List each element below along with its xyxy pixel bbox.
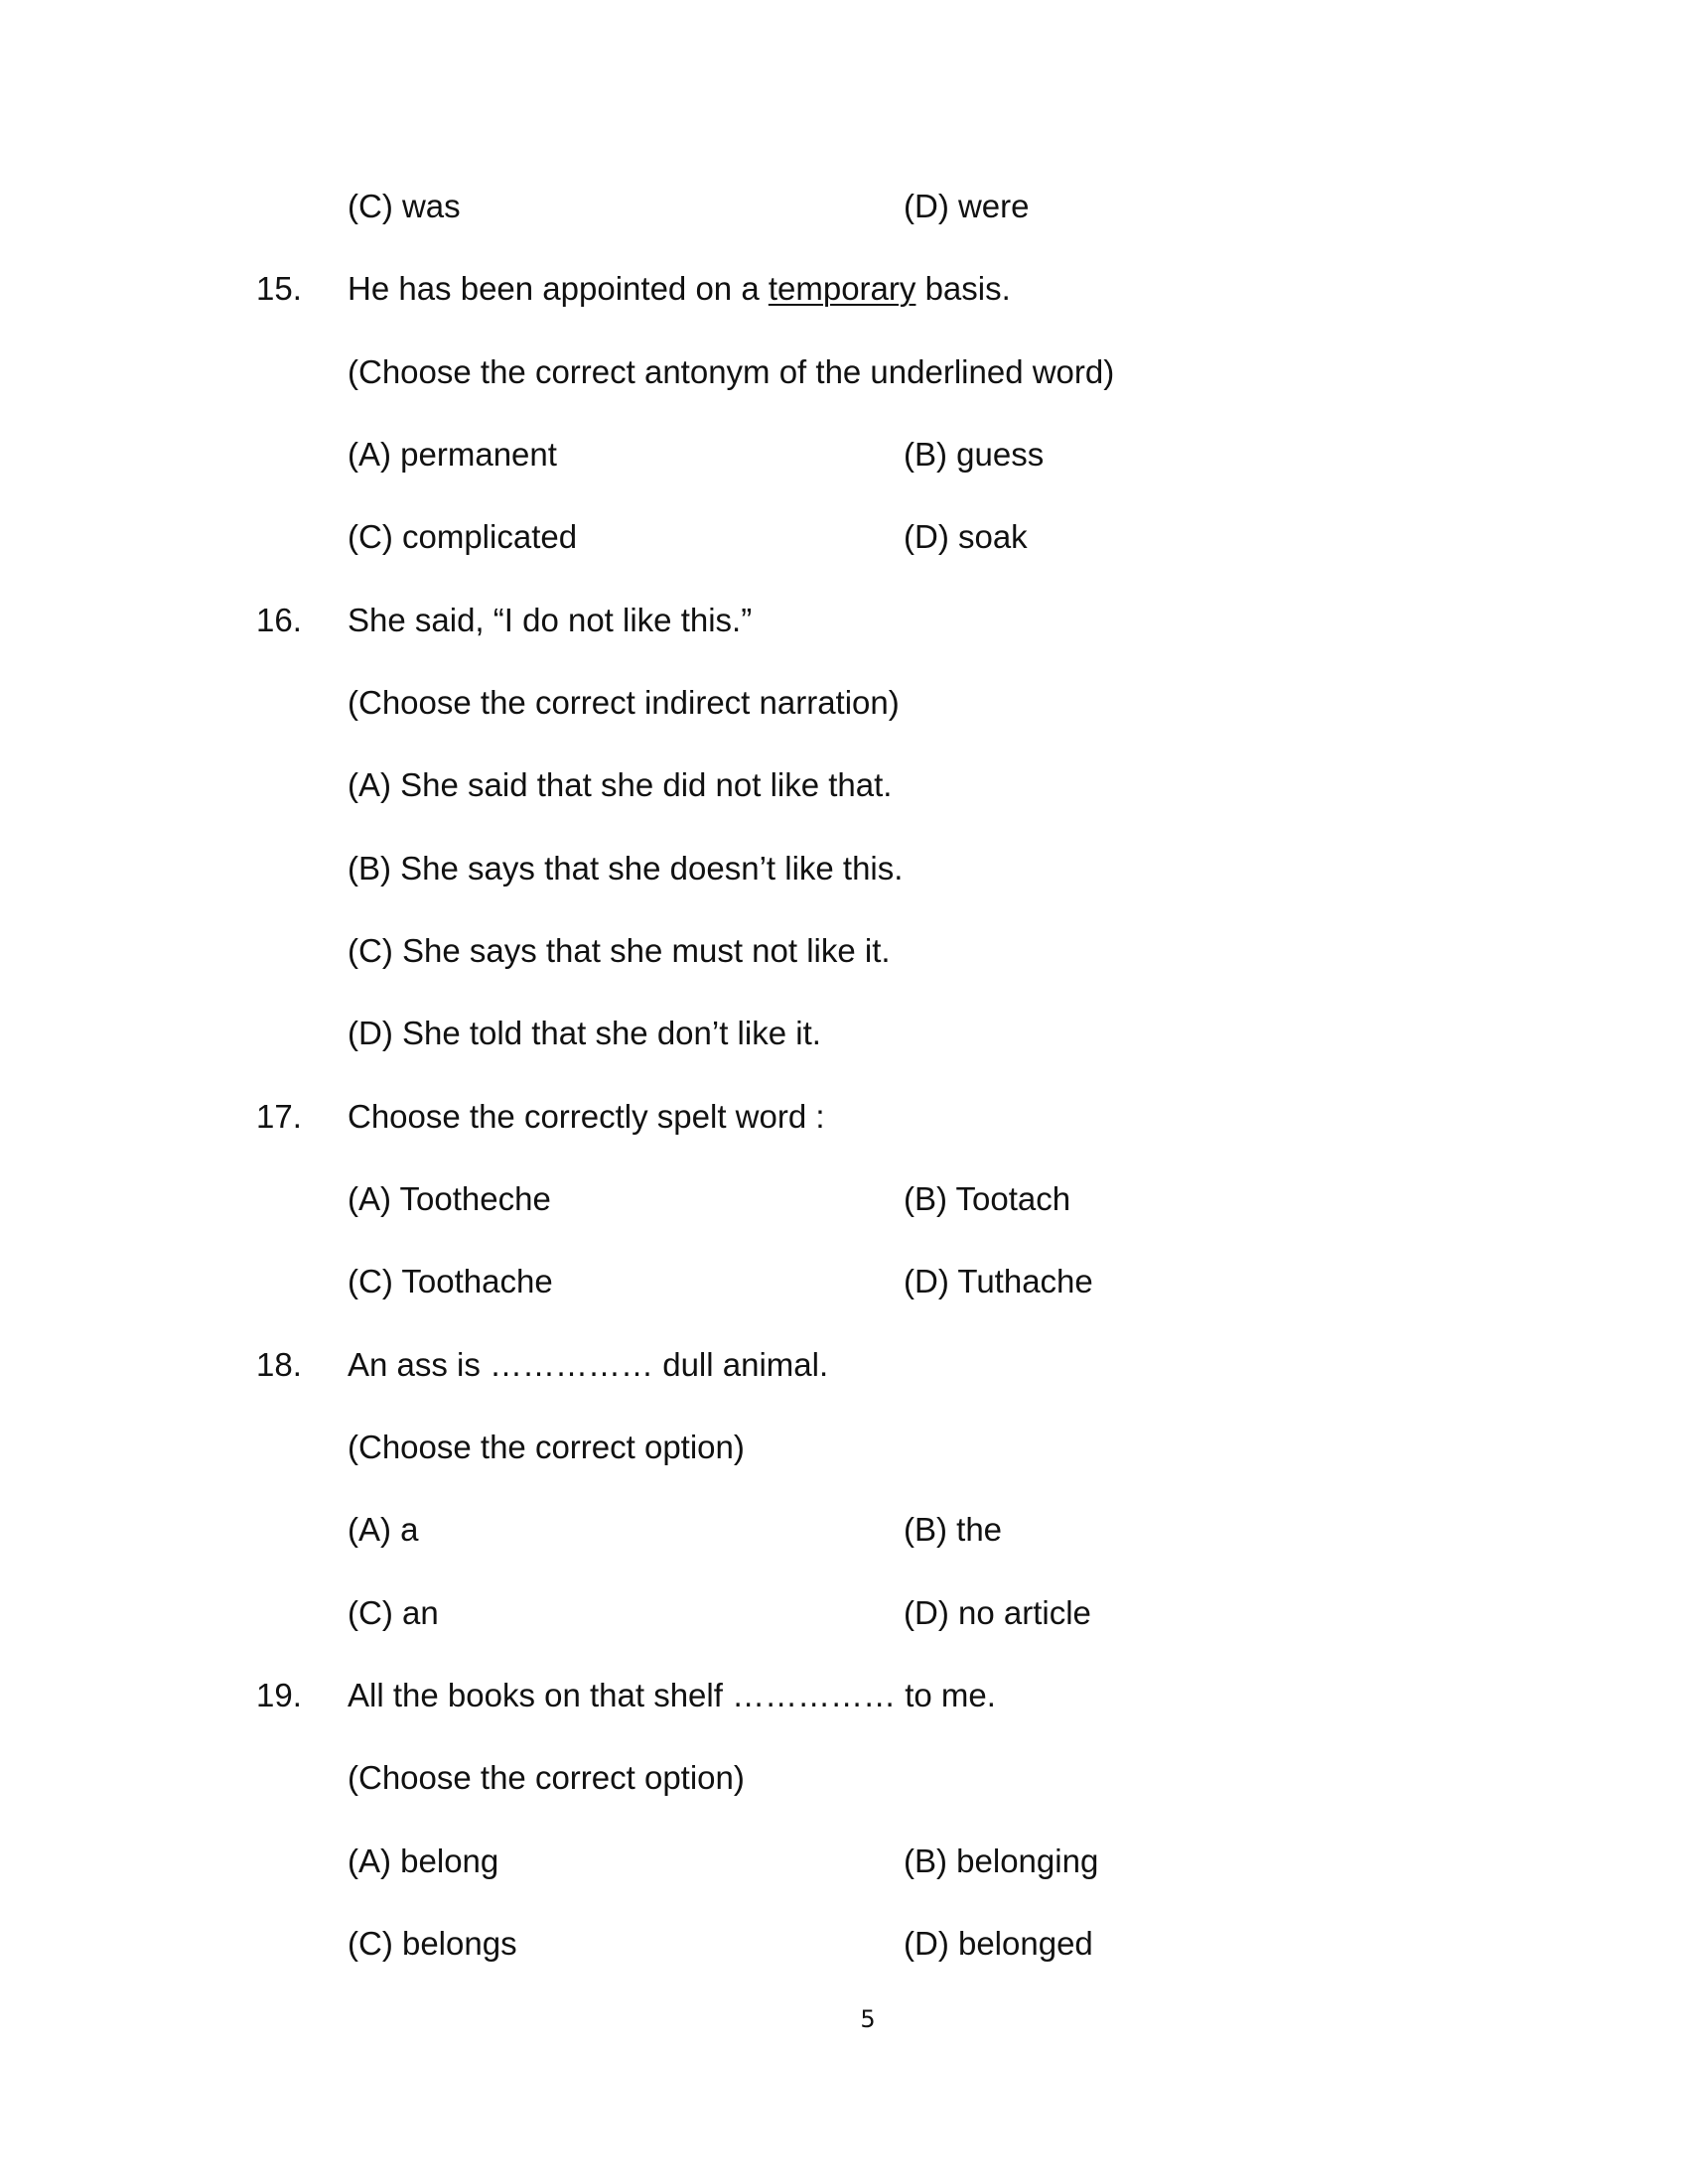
option-d: (D) She told that she don’t like it. [348, 1015, 821, 1051]
page-number: 5 [860, 2005, 876, 2033]
option-a: (A) She said that she did not like that. [348, 766, 893, 803]
text-part: He has been appointed on a [348, 270, 769, 307]
question-16 [0, 599, 1688, 642]
question-text: Choose the correctly spelt word : [348, 1098, 825, 1135]
option-c: (C) complicated [348, 518, 578, 555]
question-text: An ass is …………… dull animal. [348, 1346, 829, 1383]
option-d: (D) no article [904, 1594, 1091, 1631]
option-a: (A) Tootheche [348, 1180, 551, 1217]
question-number: 16. [256, 602, 302, 638]
text-part: basis. [915, 270, 1011, 307]
question-15 [0, 267, 1688, 311]
option-a: (A) belong [348, 1843, 499, 1879]
prev-options-row [0, 185, 1688, 228]
option-d: (D) were [904, 188, 1030, 224]
option-c: (C) Toothache [348, 1263, 553, 1299]
question-number: 15. [256, 270, 302, 307]
option-d: (D) soak [904, 518, 1028, 555]
underlined-word: temporary [768, 270, 916, 307]
option-b: (B) the [904, 1511, 1003, 1548]
question-text: All the books on that shelf …………… to me. [348, 1677, 996, 1713]
question-18 [0, 1343, 1688, 1387]
option-b: (B) belonging [904, 1843, 1099, 1879]
option-d: (D) belonged [904, 1925, 1093, 1962]
question-instruction: (Choose the correct option) [348, 1429, 745, 1465]
question-instruction: (Choose the correct antonym of the underlined word) [348, 353, 1115, 390]
option-b: (B) guess [904, 436, 1045, 473]
option-a: (A) permanent [348, 436, 557, 473]
option-b: (B) Tootach [904, 1180, 1071, 1217]
question-instruction: (Choose the correct option) [348, 1759, 745, 1796]
question-text: She said, “I do not like this.” [348, 602, 753, 638]
question-number: 17. [256, 1098, 302, 1135]
option-c: (C) was [348, 188, 461, 224]
option-c: (C) She says that she must not like it. [348, 932, 891, 969]
question-text [348, 267, 1011, 311]
option-a: (A) a [348, 1511, 419, 1548]
option-d: (D) Tuthache [904, 1263, 1093, 1299]
question-instruction: (Choose the correct indirect narration) [348, 684, 900, 721]
question-number: 19. [256, 1677, 302, 1713]
option-c: (C) belongs [348, 1925, 517, 1962]
option-b: (B) She says that she doesn’t like this. [348, 850, 904, 887]
question-19 [0, 1674, 1688, 1717]
question-number: 18. [256, 1346, 302, 1383]
question-17 [0, 1095, 1688, 1139]
option-c: (C) an [348, 1594, 439, 1631]
